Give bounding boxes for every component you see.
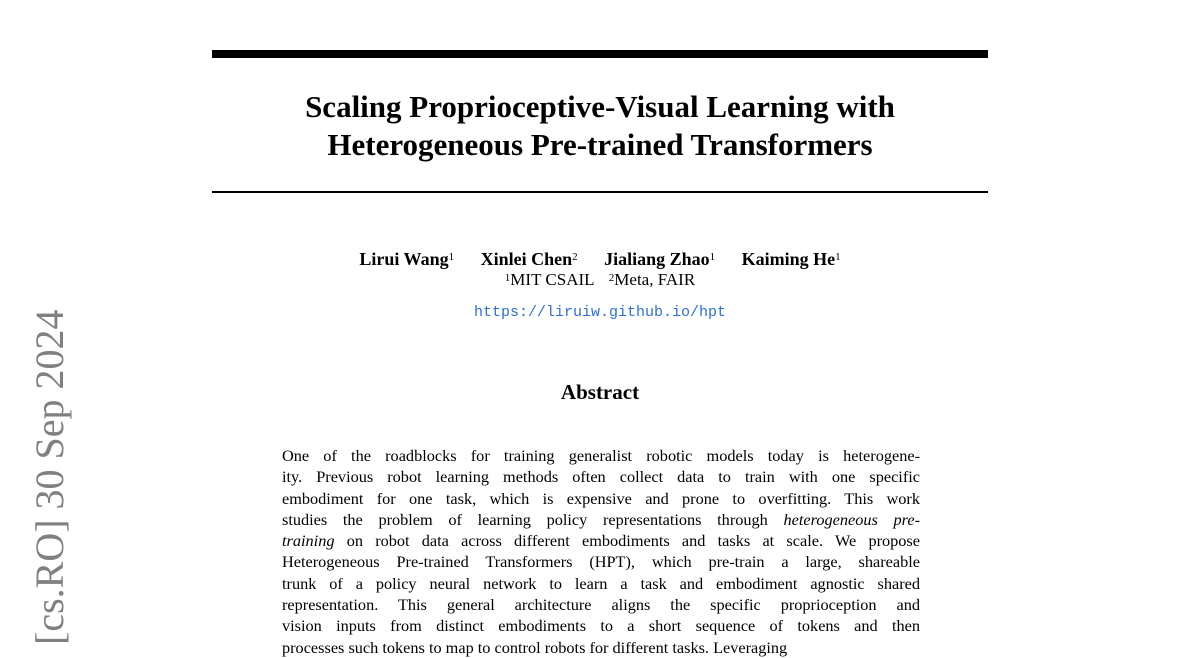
title-line-2: Heterogeneous Pre-trained Transformers	[327, 127, 873, 162]
author-affil-mark: 1	[835, 251, 841, 263]
affil-mark: 1	[504, 272, 511, 284]
abstract-line: representation. This general architecture aligns the specific proprioception and	[282, 595, 920, 615]
author-name: Jialiang Zhao	[604, 249, 710, 269]
abstract-line: training on robot data across different embodiments and tasks at scale. We propose	[282, 531, 920, 551]
abstract-line: studies the problem of learning policy representations through heterogeneous pre-	[282, 509, 920, 529]
affil-mark: 2	[608, 272, 615, 284]
title-bottom-rule	[212, 191, 988, 193]
abstract-line: trunk of a policy neural network to learn a task and embodiment agnostic shared	[282, 573, 920, 593]
author-3	[604, 249, 715, 269]
project-url-link[interactable]: https://liruiw.github.io/hpt	[473, 304, 727, 321]
paper-title	[212, 88, 988, 164]
author-affil-mark: 2	[572, 251, 578, 263]
affil-name: MIT CSAIL	[510, 270, 595, 289]
author-affil-mark: 1	[709, 251, 716, 263]
author-name: Kaiming He	[741, 249, 836, 269]
author-list	[212, 248, 988, 270]
arxiv-identifier: [cs.RO] 30 Sep 2024	[27, 309, 72, 645]
abstract-body	[282, 445, 920, 658]
affil-name: Meta, FAIR	[614, 270, 696, 289]
abstract-line: ity. Previous robot learning methods often collect data to train with one specific	[282, 467, 920, 487]
author-2	[481, 249, 578, 269]
affiliation-1	[505, 270, 595, 289]
abstract-line: One of the roadblocks for training generalist robotic models today is heterogene-	[282, 446, 920, 465]
abstract-line: embodiment for one task, which is expensive and prone to overfitting. This work	[282, 488, 920, 508]
title-top-rule	[212, 50, 988, 58]
abstract-line: Heterogeneous Pre-trained Transformers (HPT), which pre-train a large, shareable	[282, 552, 920, 572]
abstract-line: vision inputs from distinct embodiments to a short sequence of tokens and then	[282, 616, 920, 636]
author-1	[359, 249, 454, 269]
author-name: Lirui Wang	[359, 249, 449, 269]
affiliation-2	[609, 270, 695, 289]
author-4	[742, 249, 841, 269]
abstract-heading: Abstract	[560, 380, 640, 404]
affiliation-list	[212, 269, 988, 291]
author-affil-mark: 1	[448, 251, 455, 263]
title-line-1: Scaling Proprioceptive-Visual Learning with	[305, 89, 895, 124]
author-name: Xinlei Chen	[480, 249, 573, 269]
abstract-line: processes such tokens to map to control robots for different tasks. Leveraging	[282, 637, 788, 657]
